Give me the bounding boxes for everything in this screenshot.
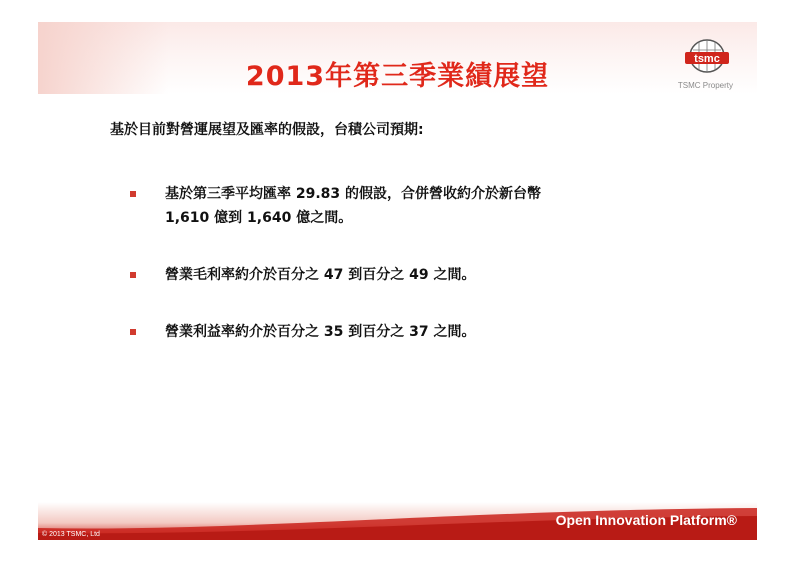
bullet-line: 營業毛利率約介於百分之 47 到百分之 49 之間。 <box>165 267 476 283</box>
bullet-item <box>130 320 690 344</box>
logo-caption: TSMC Property <box>677 81 733 90</box>
bullet-line: 1,610 億到 1,640 億之間。 <box>165 210 353 226</box>
svg-text:tsmc: tsmc <box>694 53 720 65</box>
bullet-list <box>130 182 690 377</box>
copyright-text: © 2013 TSMC, Ltd <box>42 531 100 538</box>
slide <box>38 22 757 540</box>
square-bullet-icon <box>130 329 136 335</box>
intro-text: 基於目前對營運展望及匯率的假設，台積公司預期: <box>110 122 424 138</box>
footer-tagline: Open Innovation Platform® <box>555 512 737 528</box>
square-bullet-icon <box>130 272 136 278</box>
bullet-line: 基於第三季平均匯率 29.83 的假設，合併營收約介於新台幣 <box>165 186 542 202</box>
bullet-item <box>130 182 690 230</box>
bullet-line: 營業利益率約介於百分之 35 到百分之 37 之間。 <box>165 324 476 340</box>
slide-title: 2013年第三季業績展望 <box>245 61 550 92</box>
bullet-item <box>130 263 690 287</box>
square-bullet-icon <box>130 191 136 197</box>
tsmc-logo-icon <box>679 36 735 80</box>
